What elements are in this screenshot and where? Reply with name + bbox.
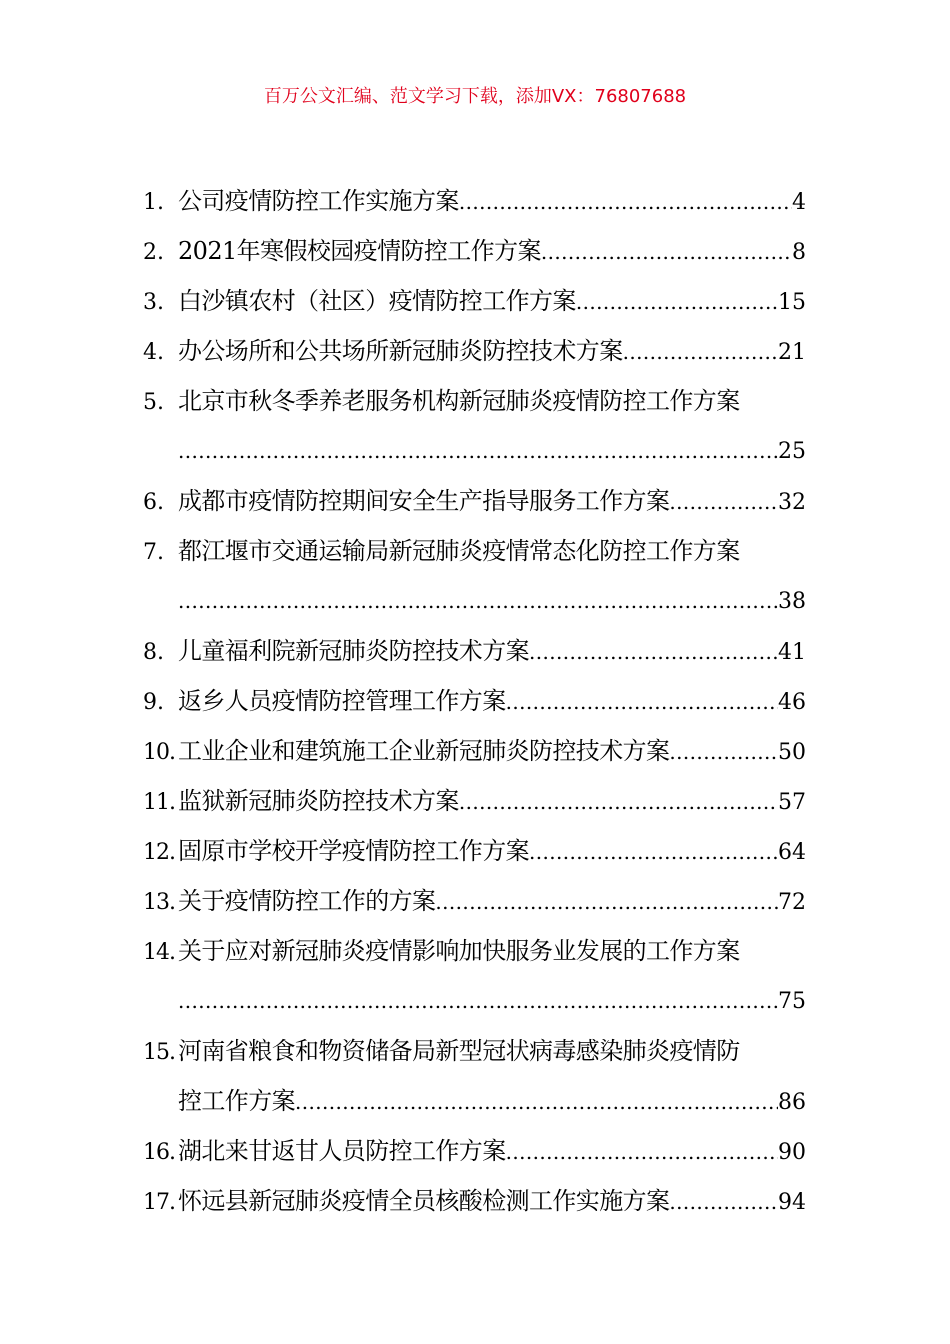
toc-entry-title: 都江堰市交通运输局新冠肺炎疫情常态化防控工作方案 — [178, 537, 740, 565]
toc-entry[interactable] — [143, 676, 806, 726]
toc-entry-page-number: 41 — [778, 640, 806, 665]
toc-dot-leader — [295, 1077, 778, 1127]
toc-entry[interactable] — [143, 226, 806, 276]
toc-entry-page-number: 32 — [778, 490, 806, 515]
toc-entry-page-number: 50 — [778, 740, 806, 765]
toc-entry-title: 关于应对新冠肺炎疫情影响加快服务业发展的工作方案 — [178, 937, 740, 965]
toc-entry-title: 关于疫情防控工作的方案 — [178, 887, 436, 915]
toc-entry[interactable] — [143, 926, 806, 1026]
toc-line — [143, 376, 806, 426]
toc-line — [143, 726, 806, 776]
toc-entry-title-continuation: 控工作方案 — [178, 1087, 295, 1115]
toc-entry-title: 北京市秋冬季养老服务机构新冠肺炎疫情防控工作方案 — [178, 387, 740, 415]
toc-line — [143, 1126, 806, 1176]
toc-entry[interactable] — [143, 776, 806, 826]
toc-dot-leader — [576, 277, 778, 327]
toc-entry-title: 工业企业和建筑施工企业新冠肺炎防控技术方案 — [178, 737, 670, 765]
toc-line — [143, 476, 806, 526]
toc-entry-title: 监狱新冠肺炎防控技术方案 — [178, 787, 459, 815]
toc-entry-number: 2. — [143, 240, 164, 265]
toc-entry-page-number: 57 — [778, 790, 806, 815]
toc-line-continuation — [143, 976, 806, 1026]
toc-entry[interactable] — [143, 376, 806, 476]
toc-dot-leader — [459, 777, 778, 827]
toc-entry-page-number: 64 — [778, 840, 806, 865]
toc-dot-leader — [669, 477, 778, 527]
toc-entry-number: 10. — [143, 740, 175, 765]
toc-entry-page-number: 25 — [778, 439, 806, 464]
toc-entry-number: 17. — [143, 1190, 175, 1215]
toc-entry-number: 11. — [143, 790, 175, 815]
toc-entry-number: 4. — [143, 340, 164, 365]
toc-dot-leader — [178, 976, 778, 1026]
toc-entry-page-number: 86 — [778, 1090, 806, 1115]
toc-line — [143, 176, 806, 226]
toc-entry-title: 公司疫情防控工作实施方案 — [178, 187, 459, 215]
toc-dot-leader — [669, 727, 778, 777]
toc-dot-leader — [529, 827, 778, 877]
toc-entry[interactable] — [143, 326, 806, 376]
toc-entry-title: 成都市疫情防控期间安全生产指导服务工作方案 — [178, 487, 670, 515]
toc-entry[interactable] — [143, 1126, 806, 1176]
page-header-watermark — [0, 84, 950, 110]
toc-entry-title: 返乡人员疫情防控管理工作方案 — [178, 687, 506, 715]
toc-entry-page-number: 46 — [778, 690, 806, 715]
toc-line — [143, 226, 806, 276]
toc-entry[interactable] — [143, 476, 806, 526]
toc-entry-page-number: 72 — [778, 890, 806, 915]
toc-entry-number: 6. — [143, 490, 164, 515]
toc-entry-number: 15. — [143, 1040, 175, 1065]
toc-entry-title: 河南省粮食和物资储备局新型冠状病毒感染肺炎疫情防 — [178, 1037, 740, 1065]
toc-entry-title: 湖北来甘返甘人员防控工作方案 — [178, 1137, 506, 1165]
toc-entry-number: 3. — [143, 290, 164, 315]
toc-line — [143, 926, 806, 976]
toc-entry[interactable] — [143, 626, 806, 676]
toc-entry[interactable] — [143, 526, 806, 626]
toc-entry-number: 16. — [143, 1140, 175, 1165]
toc-dot-leader — [178, 576, 778, 626]
toc-entry[interactable] — [143, 826, 806, 876]
toc-line-continuation — [143, 426, 806, 476]
toc-line — [143, 1176, 806, 1226]
toc-entry-page-number: 4 — [792, 190, 806, 215]
toc-line — [143, 326, 806, 376]
toc-entry-page-number: 21 — [778, 340, 806, 365]
header-text: 百万公文汇编、范文学习下载，添加VX：76807688 — [263, 86, 687, 107]
toc-entry[interactable] — [143, 726, 806, 776]
toc-dot-leader — [623, 327, 778, 377]
toc-entry-number: 5. — [143, 390, 164, 415]
toc-entry-number: 1. — [143, 190, 164, 215]
toc-dot-leader — [506, 677, 778, 727]
toc-entry-title: 儿童福利院新冠肺炎防控技术方案 — [178, 637, 529, 665]
toc-entry-page-number: 38 — [778, 589, 806, 614]
toc-line — [143, 1026, 806, 1076]
toc-line — [143, 876, 806, 926]
toc-entry[interactable] — [143, 876, 806, 926]
toc-entry[interactable] — [143, 176, 806, 226]
toc-line — [143, 626, 806, 676]
toc-entry-title: 固原市学校开学疫情防控工作方案 — [178, 837, 529, 865]
toc-entry-number: 8. — [143, 640, 164, 665]
toc-entry[interactable] — [143, 276, 806, 326]
toc-entry[interactable] — [143, 1176, 806, 1226]
toc-entry-number: 13. — [143, 890, 175, 915]
toc-entry-number: 14. — [143, 940, 175, 965]
toc-entry-title: 白沙镇农村（社区）疫情防控工作方案 — [178, 287, 576, 315]
toc-entry-number: 7. — [143, 540, 164, 565]
toc-entry-page-number: 8 — [792, 240, 806, 265]
toc-entry-title: 怀远县新冠肺炎疫情全员核酸检测工作实施方案 — [178, 1187, 670, 1215]
toc-entry-number: 9. — [143, 690, 164, 715]
toc-line — [143, 776, 806, 826]
toc-dot-leader — [178, 426, 778, 476]
toc-entry[interactable] — [143, 1026, 806, 1126]
toc-entry-page-number: 90 — [778, 1140, 806, 1165]
table-of-contents — [143, 176, 806, 1226]
toc-entry-number: 12. — [143, 840, 175, 865]
toc-dot-leader — [435, 877, 778, 927]
toc-dot-leader — [541, 227, 792, 277]
toc-dot-leader — [529, 627, 778, 677]
toc-entry-page-number: 75 — [778, 989, 806, 1014]
toc-line — [143, 526, 806, 576]
toc-line — [143, 276, 806, 326]
toc-dot-leader — [669, 1177, 778, 1227]
toc-line — [143, 676, 806, 726]
toc-line — [143, 826, 806, 876]
toc-line-continuation — [143, 576, 806, 626]
toc-entry-title: 2021年寒假校园疫情防控工作方案 — [178, 237, 541, 265]
toc-entry-title: 办公场所和公共场所新冠肺炎防控技术方案 — [178, 337, 623, 365]
toc-dot-leader — [459, 177, 792, 227]
toc-entry-page-number: 94 — [778, 1190, 806, 1215]
toc-entry-page-number: 15 — [778, 290, 806, 315]
toc-line-continuation — [143, 1076, 806, 1126]
toc-dot-leader — [506, 1127, 778, 1177]
